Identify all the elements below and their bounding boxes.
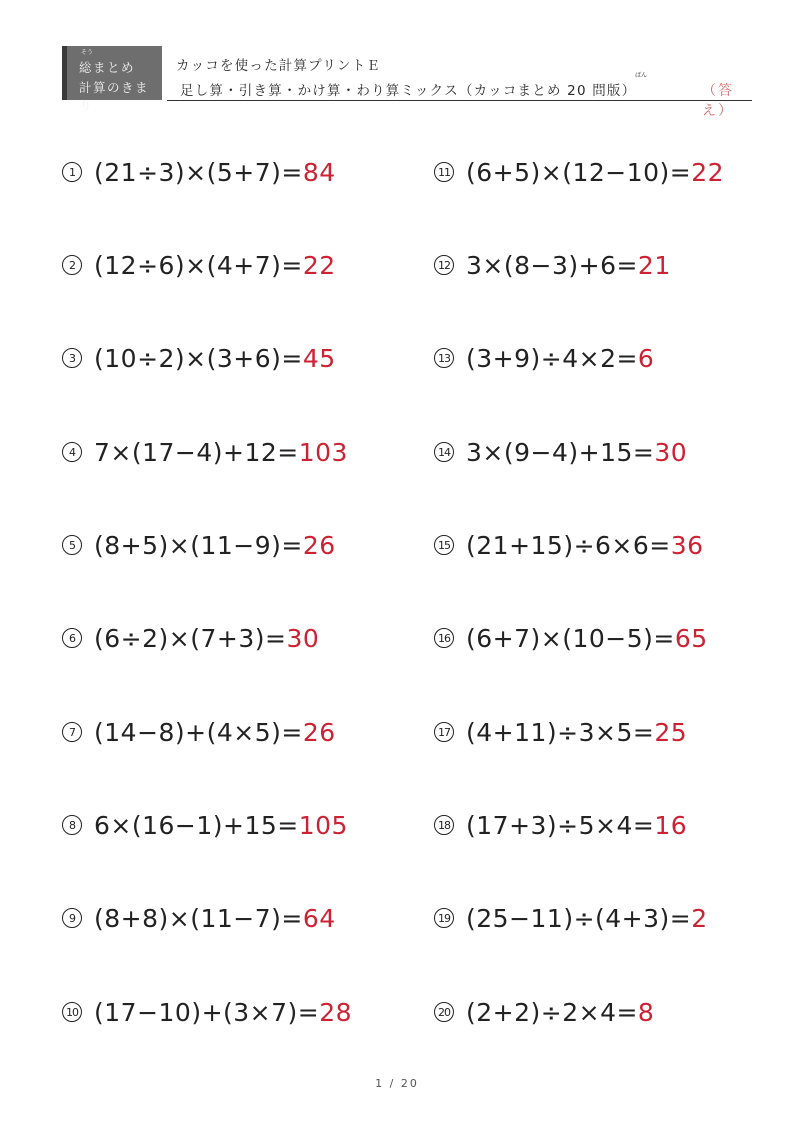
problem-item — [62, 523, 336, 567]
problem-item — [62, 150, 336, 194]
problem-expression: (17−10)+(3×7)= — [94, 997, 320, 1027]
problem-answer: 26 — [302, 717, 336, 747]
problem-answer: 22 — [691, 157, 725, 187]
problem-answer: 28 — [319, 997, 353, 1027]
problem-item — [62, 803, 348, 847]
problem-answer: 30 — [654, 437, 688, 467]
problem-item — [62, 896, 336, 940]
problem-number: 8 — [62, 815, 82, 835]
problem-answer: 36 — [670, 530, 704, 560]
problem-item — [434, 523, 704, 567]
badge-line-1: 総まとめ — [79, 60, 136, 75]
problem-number: 15 — [434, 535, 454, 555]
problem-expression: (21÷3)×(5+7)= — [94, 157, 303, 187]
problem-number: 6 — [62, 628, 82, 648]
problem-answer: 16 — [654, 810, 688, 840]
problem-answer: 22 — [302, 250, 336, 280]
problem-item — [434, 336, 654, 380]
problem-number: 1 — [62, 162, 82, 182]
problem-answer: 25 — [654, 717, 688, 747]
problem-item — [434, 150, 724, 194]
problem-expression: (8+5)×(11−9)= — [94, 530, 303, 560]
problem-answer: 105 — [298, 810, 348, 840]
problem-answer: 8 — [637, 997, 655, 1027]
problem-answer: 64 — [302, 903, 336, 933]
problem-item — [434, 990, 654, 1034]
problem-expression: (12÷6)×(4+7)= — [94, 250, 303, 280]
problem-number: 17 — [434, 722, 454, 742]
problem-answer: 26 — [302, 530, 336, 560]
worksheet-subtitle-wrap — [180, 72, 648, 99]
problem-number: 10 — [62, 1002, 82, 1022]
worksheet-header — [62, 46, 752, 119]
problem-number: 7 — [62, 722, 82, 742]
problem-expression: (14−8)+(4×5)= — [94, 717, 303, 747]
problem-item — [434, 243, 671, 287]
problem-answer: 21 — [637, 250, 671, 280]
problem-item — [434, 616, 708, 660]
problem-expression: 6×(16−1)+15= — [94, 810, 299, 840]
page-number: 1 / 20 — [375, 1077, 419, 1090]
problem-item — [62, 336, 336, 380]
problem-expression: (6÷2)×(7+3)= — [94, 623, 287, 653]
problem-number: 12 — [434, 255, 454, 275]
problem-expression: 7×(17−4)+12= — [94, 437, 299, 467]
problem-answer: 84 — [302, 157, 336, 187]
problem-number: 19 — [434, 908, 454, 928]
problem-number: 4 — [62, 442, 82, 462]
problem-answer: 30 — [286, 623, 320, 653]
problem-number: 13 — [434, 348, 454, 368]
problem-number: 16 — [434, 628, 454, 648]
problem-answer: 45 — [302, 343, 336, 373]
problem-number: 5 — [62, 535, 82, 555]
problem-item — [62, 430, 348, 474]
problem-expression: (6+7)×(10−5)= — [466, 623, 675, 653]
problem-expression: (8+8)×(11−7)= — [94, 903, 303, 933]
problem-item — [434, 710, 687, 754]
problem-item — [434, 896, 708, 940]
header-underline — [167, 100, 752, 101]
problem-expression: (6+5)×(12−10)= — [466, 157, 692, 187]
problem-expression: 3×(8−3)+6= — [466, 250, 638, 280]
problem-item — [62, 990, 352, 1034]
problem-item — [62, 710, 336, 754]
problem-expression: (21+15)÷6×6= — [466, 530, 671, 560]
problem-number: 3 — [62, 348, 82, 368]
problem-number: 2 — [62, 255, 82, 275]
worksheet-title: カッコを使った計算プリントＥ — [176, 58, 382, 74]
problem-number: 20 — [434, 1002, 454, 1022]
problem-expression: 3×(9−4)+15= — [466, 437, 655, 467]
problem-item — [62, 616, 319, 660]
problem-item — [434, 803, 687, 847]
problem-expression: (10÷2)×(3+6)= — [94, 343, 303, 373]
problem-expression: (25−11)÷(4+3)= — [466, 903, 692, 933]
problem-answer: 103 — [298, 437, 348, 467]
worksheet-subtitle: 足し算・引き算・かけ算・わり算ミックス（カッコまとめ 20 問版） — [180, 83, 637, 99]
answer-key-label: （答え） — [702, 83, 734, 119]
problem-answer: 65 — [674, 623, 708, 653]
problem-number: 18 — [434, 815, 454, 835]
problem-number: 14 — [434, 442, 454, 462]
problem-expression: (17+3)÷5×4= — [466, 810, 655, 840]
problem-item — [62, 243, 336, 287]
problem-expression: (4+11)÷3×5= — [466, 717, 655, 747]
problem-answer: 2 — [691, 903, 708, 933]
problem-answer: 6 — [637, 343, 655, 373]
badge-line-2: 計算のきまり — [79, 80, 150, 113]
badge-ruby: そう — [81, 49, 94, 56]
category-badge — [62, 46, 162, 113]
problem-number: 9 — [62, 908, 82, 928]
problem-item — [434, 430, 687, 474]
problem-expression: (2+2)÷2×4= — [466, 997, 638, 1027]
problem-expression: (3+9)÷4×2= — [466, 343, 638, 373]
problem-number: 11 — [434, 162, 454, 182]
subtitle-ruby: ばん — [635, 72, 648, 79]
